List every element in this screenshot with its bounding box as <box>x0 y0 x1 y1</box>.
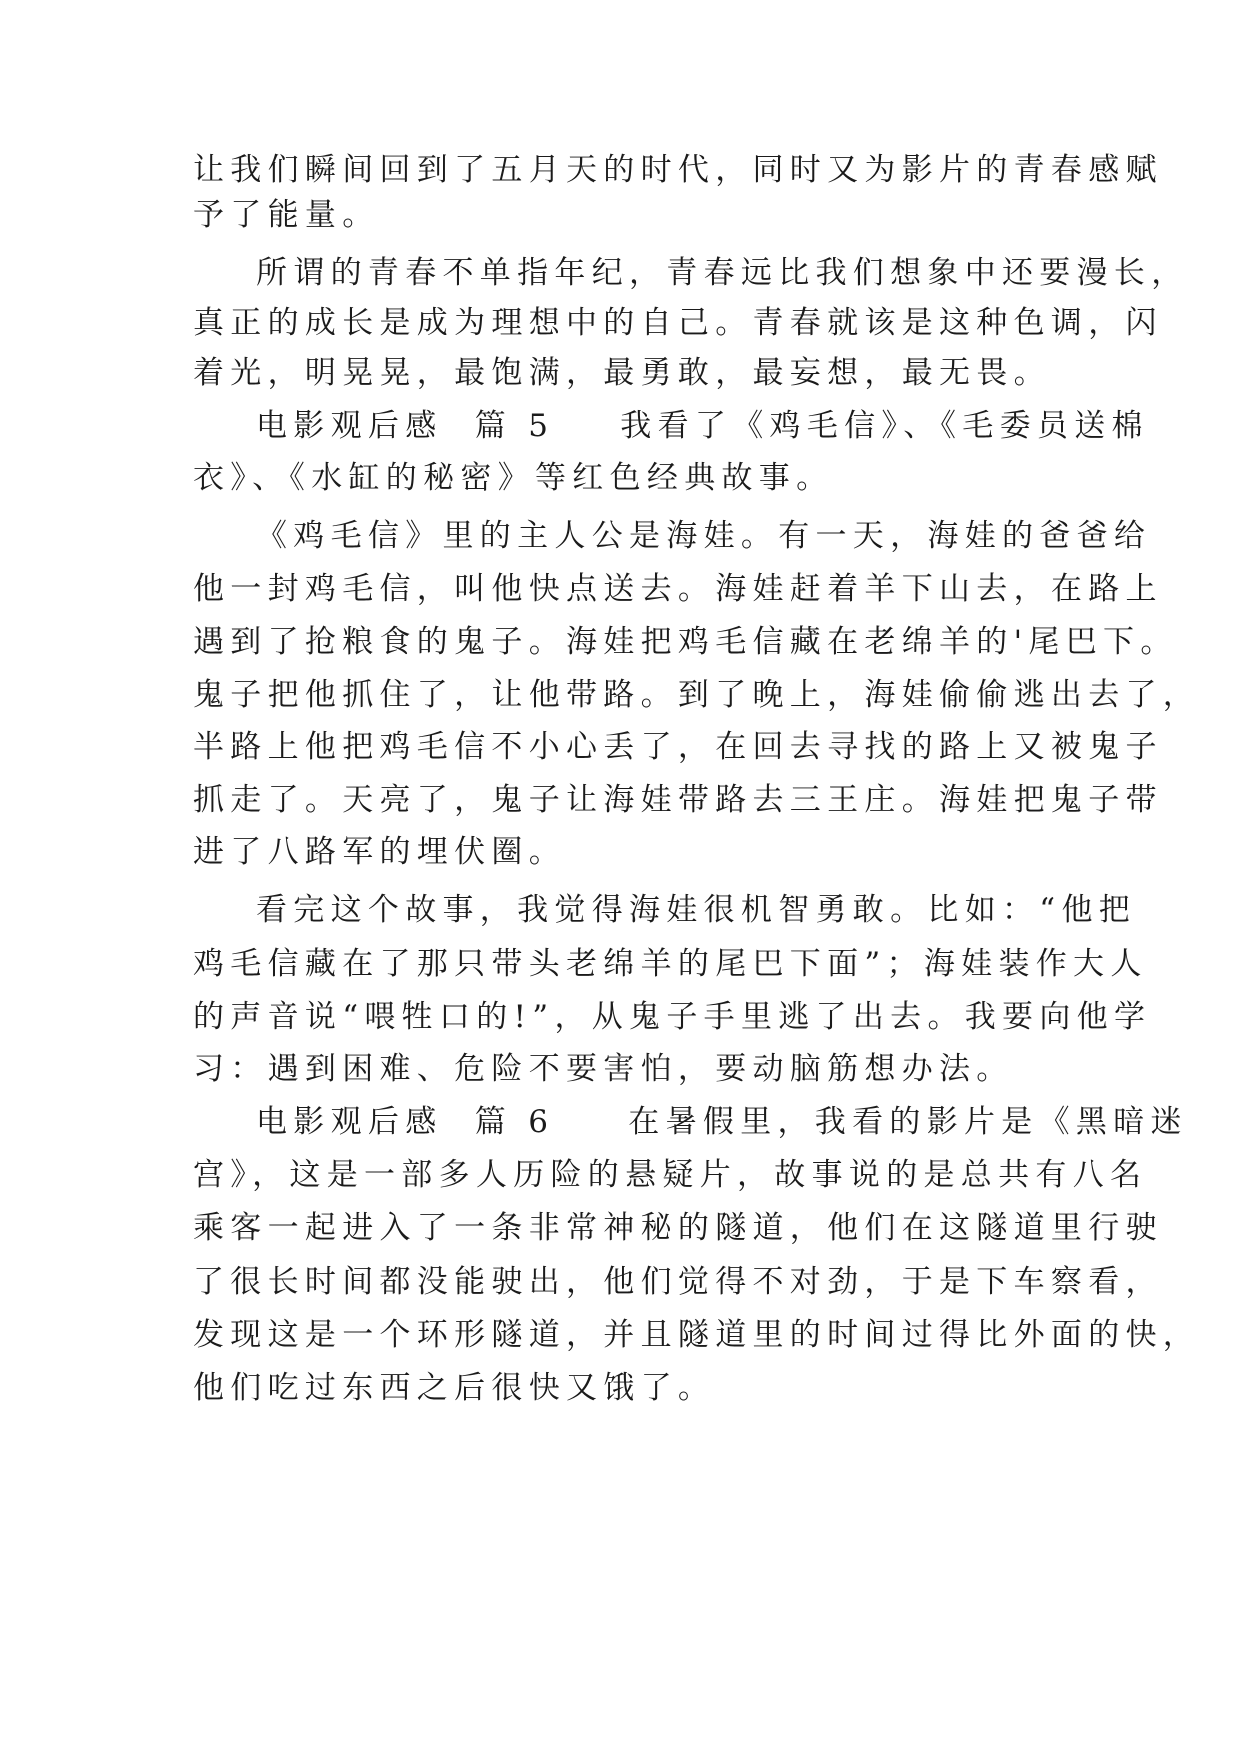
section-heading: 电影观后感 篇 6 <box>256 1104 555 1140</box>
text-line: 他们吃过东西之后很快又饿了。 <box>193 1370 716 1406</box>
text-line: 予了能量。 <box>193 197 380 233</box>
text-line: 了很长时间都没能驶出，他们觉得不对劲，于是下车察看， <box>193 1264 1163 1300</box>
section-heading-line <box>256 1102 1188 1142</box>
text-line: 宫》，这是一部多人历险的悬疑片，故事说的是总共有八名 <box>193 1157 1148 1193</box>
text-line: 半路上他把鸡毛信不小心丢了，在回去寻找的路上又被鬼子 <box>193 729 1163 765</box>
text-line: 习：遇到困难、危险不要害怕，要动脑筋想办法。 <box>193 1051 1014 1087</box>
text-line: 乘客一起进入了一条非常神秘的隧道，他们在这隧道里行驶 <box>193 1210 1163 1246</box>
text-line: 看完这个故事，我觉得海娃很机智勇敢。比如：“他把 <box>256 892 1137 928</box>
text-line: 发现这是一个环形隧道，并且隧道里的时间过得比外面的快， <box>193 1317 1201 1353</box>
text-line: 让我们瞬间回到了五月天的时代，同时又为影片的青春感赋 <box>193 152 1163 188</box>
text-line: 遇到了抢粮食的鬼子。海娃把鸡毛信藏在老绵羊的'尾巴下。 <box>193 624 1178 660</box>
section-heading: 电影观后感 篇 5 <box>256 408 555 444</box>
text-line: 真正的成长是成为理想中的自己。青春就该是这种色调，闪 <box>193 305 1163 341</box>
heading-continuation: 我看了《鸡毛信》、《毛委员送棉 <box>620 408 1149 444</box>
text-line: 鬼子把他抓住了，让他带路。到了晚上，海娃偷偷逃出去了， <box>193 677 1201 713</box>
text-line: 着光，明晃晃，最饱满，最勇敢，最妄想，最无畏。 <box>193 355 1051 391</box>
text-line: 《鸡毛信》里的主人公是海娃。有一天，海娃的爸爸给 <box>256 518 1152 554</box>
text-line: 鸡毛信藏在了那只带头老绵羊的尾巴下面”；海娃装作大人 <box>193 946 1148 982</box>
text-line: 抓走了。天亮了，鬼子让海娃带路去三王庄。海娃把鬼子带 <box>193 782 1163 818</box>
heading-continuation: 在暑假里，我看的影片是《黑暗迷 <box>628 1104 1188 1140</box>
text-line: 的声音说“喂牲口的!”，从鬼子手里逃了出去。我要向他学 <box>193 999 1152 1035</box>
text-line: 他一封鸡毛信，叫他快点送去。海娃赶着羊下山去，在路上 <box>193 571 1163 607</box>
section-heading-line <box>256 406 1149 446</box>
text-line: 衣》、《水缸的秘密》等红色经典故事。 <box>193 460 834 496</box>
text-line: 所谓的青春不单指年纪，青春远比我们想象中还要漫长， <box>256 255 1189 291</box>
text-line: 进了八路军的埋伏圈。 <box>193 834 566 870</box>
